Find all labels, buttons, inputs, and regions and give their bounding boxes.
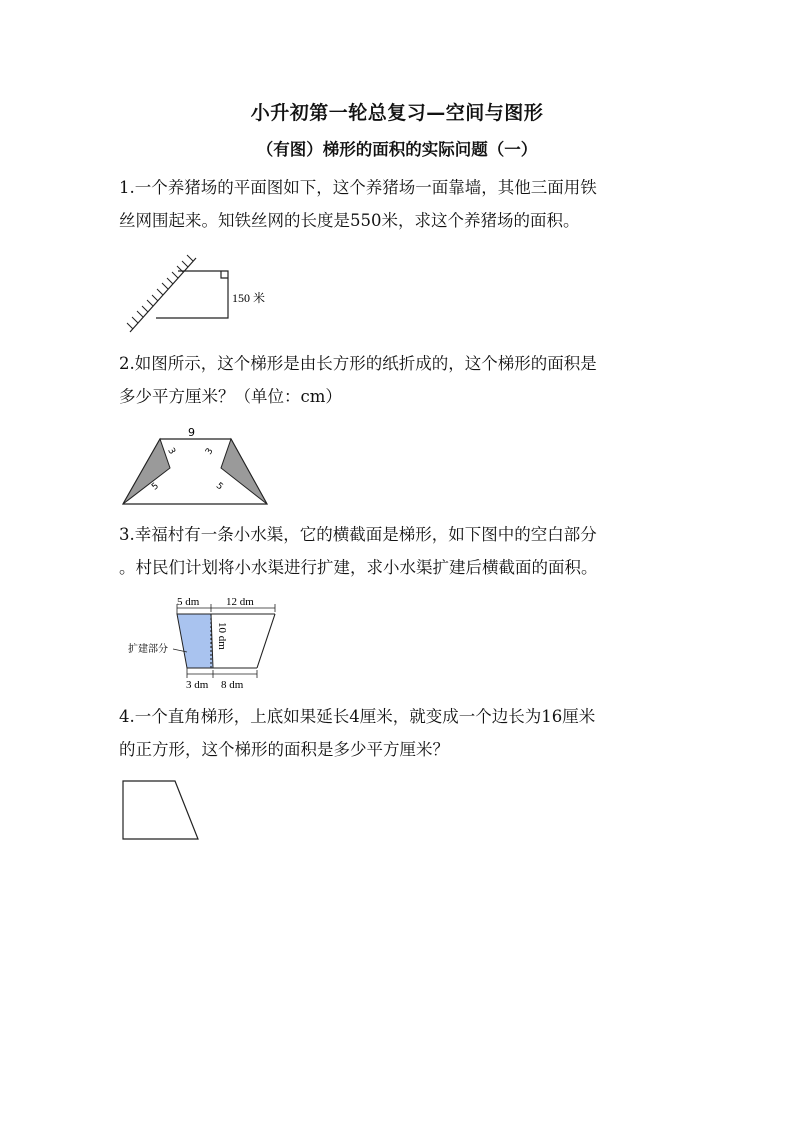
figure-2-left-short-label: 3 [165, 446, 177, 457]
figure-1-right-angle-mark [221, 271, 228, 278]
figure-2-folded-trapezoid [118, 423, 273, 508]
question-2-line-2: 多少平方厘米？（单位：cm） [119, 387, 342, 406]
figure-2-left-fold [123, 439, 170, 504]
figure-2-top-label: 9 [188, 426, 195, 439]
figure-2-right-long-label: 5 [213, 481, 225, 493]
question-4-line-1: 4.一个直角梯形，上底如果延长4厘米，就变成一个边长为16厘米 [119, 707, 596, 726]
figure-1-pig-farm [120, 250, 290, 340]
figure-2-right-fold [221, 439, 267, 504]
figure-3-canal-cross-section [125, 594, 285, 694]
page-subtitle: （有图）梯形的面积的实际问题（一） [256, 140, 538, 159]
question-3-line-1: 3.幸福村有一条小水渠，它的横截面是梯形，如下图中的空白部分 [119, 525, 597, 544]
question-3 [119, 518, 679, 584]
figure-3-bottom-right-label: 8 dm [221, 679, 244, 691]
figure-2-right-short-label: 3 [204, 446, 216, 457]
question-1-line-1: 1.一个养猪场的平面图如下，这个养猪场一面靠墙，其他三面用铁 [119, 178, 597, 197]
figure-3-height-label: 10 dm [216, 622, 228, 650]
question-1 [119, 171, 679, 237]
figure-3-right-slope [257, 614, 275, 668]
figure-4-right-trapezoid [120, 778, 205, 844]
figure-2-left-long-label: 5 [150, 481, 161, 493]
question-4 [119, 700, 679, 766]
figure-3-expansion-label: 扩建部分 [128, 644, 168, 655]
figure-1-height-label: 150 米 [232, 291, 266, 305]
question-4-line-2: 的正方形，这个梯形的面积是多少平方厘米？ [119, 740, 449, 759]
page-title: 小升初第一轮总复习—空间与图形 [250, 102, 544, 124]
figure-3-bottom-left-label: 3 dm [186, 679, 209, 691]
figure-3-top-right-label: 12 dm [226, 596, 254, 608]
question-2-line-1: 2.如图所示，这个梯形是由长方形的纸折成的，这个梯形的面积是 [119, 354, 597, 373]
question-3-line-2: 。村民们计划将小水渠进行扩建，求小水渠扩建后横截面的面积。 [119, 558, 598, 577]
question-1-line-2: 丝网围起来。知铁丝网的长度是550米，求这个养猪场的面积。 [119, 211, 580, 230]
question-2 [119, 347, 679, 413]
figure-3-expansion-area [177, 614, 213, 668]
figure-3-top-left-label: 5 dm [177, 596, 200, 608]
figure-1-fence [156, 271, 228, 318]
figure-4-trapezoid-outline [123, 781, 198, 839]
